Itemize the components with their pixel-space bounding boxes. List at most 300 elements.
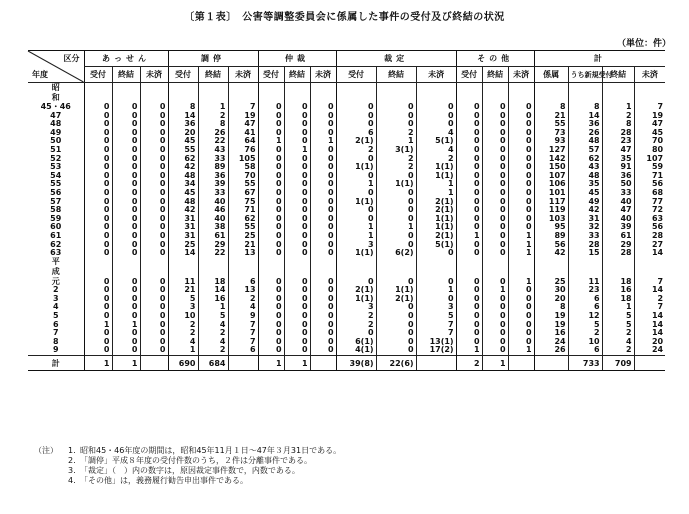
table-cell: 0 xyxy=(140,180,168,189)
table-cell: 0 xyxy=(258,321,284,330)
table-cell: 0 xyxy=(112,198,140,207)
table-cell: 0 xyxy=(112,172,140,181)
table-cell: 2 xyxy=(376,163,416,172)
subheader-uchi: うち新規受付 xyxy=(568,67,602,83)
subheader-keizoku: 係属 xyxy=(534,67,568,83)
table-cell: 0 xyxy=(456,329,482,338)
table-cell: 45 xyxy=(168,137,198,146)
table-cell: 0 xyxy=(140,232,168,241)
table-cell: 2 xyxy=(416,155,456,164)
table-cell: 0 xyxy=(482,232,508,241)
era-label-row xyxy=(28,83,665,94)
table-cell: 5(1) xyxy=(416,137,456,146)
table-cell: 2(1) xyxy=(416,232,456,241)
table-cell: 20 xyxy=(634,338,665,347)
table-cell: 3 xyxy=(416,303,456,312)
table-cell: 70 xyxy=(634,137,665,146)
table-cell: 0 xyxy=(140,215,168,224)
table-cell: 0 xyxy=(482,180,508,189)
table-cell: 0 xyxy=(112,295,140,304)
table-cell: 28 xyxy=(602,249,634,258)
table-cell: 0 xyxy=(456,338,482,347)
table-cell: 0 xyxy=(456,112,482,121)
table-cell: 4 xyxy=(198,338,228,347)
table-cell: 0 xyxy=(140,146,168,155)
table-cell: 1(1) xyxy=(416,223,456,232)
table-cell: 30 xyxy=(534,286,568,295)
total-row xyxy=(28,356,665,371)
year-cell: 63 xyxy=(50,248,62,258)
table-cell: 21 xyxy=(168,286,198,295)
table-cell: 0 xyxy=(376,120,416,129)
table-cell: 0 xyxy=(140,206,168,215)
table-cell: 8 xyxy=(534,103,568,112)
subheader-misai: 未済 xyxy=(508,67,534,83)
table-cell: 142 xyxy=(534,155,568,164)
table-cell: 0 xyxy=(336,172,376,181)
year-cell: 61 xyxy=(50,230,62,240)
table-cell: 57 xyxy=(568,146,602,155)
table-cell: 0 xyxy=(84,120,112,129)
table-cell: 2 xyxy=(198,329,228,338)
table-cell: 0 xyxy=(84,112,112,121)
table-cell: 2(1) xyxy=(336,286,376,295)
table-cell: 6 xyxy=(228,278,258,287)
subheader-uketsuke: 受付 xyxy=(456,67,482,83)
table-cell: 14 xyxy=(568,112,602,121)
table-cell: 62 xyxy=(568,155,602,164)
year-cell: 6 xyxy=(52,319,59,329)
table-cell: 7 xyxy=(416,321,456,330)
year-cell: 2 xyxy=(52,285,59,295)
table-cell: 63 xyxy=(634,215,665,224)
table-cell: 0 xyxy=(508,329,534,338)
table-cell: 21 xyxy=(534,112,568,121)
table-cell: 0 xyxy=(376,321,416,330)
table-cell: 8 xyxy=(602,120,634,129)
table-cell: 0 xyxy=(258,249,284,258)
year-cell: 45・46 xyxy=(40,102,71,111)
table-cell: 55 xyxy=(168,146,198,155)
table-cell: 0 xyxy=(84,155,112,164)
table-cell: 75 xyxy=(228,198,258,207)
table-cell: 14 xyxy=(198,286,228,295)
table-cell: 6 xyxy=(228,346,258,355)
table-cell: 0 xyxy=(84,206,112,215)
table-cell: 14 xyxy=(634,286,665,295)
table-cell: 7 xyxy=(228,103,258,112)
table-cell: 0 xyxy=(284,232,310,241)
table-cell: 47 xyxy=(634,120,665,129)
table-cell: 31 xyxy=(168,223,198,232)
table-cell: 4(1) xyxy=(336,346,376,355)
table-cell: 0 xyxy=(336,215,376,224)
table-cell: 0 xyxy=(258,189,284,198)
era-label: 昭 xyxy=(51,82,60,92)
table-cell: 0 xyxy=(258,329,284,338)
table-cell: 0 xyxy=(284,155,310,164)
table-cell: 0 xyxy=(482,206,508,215)
table-cell: 2 xyxy=(228,295,258,304)
table-cell: 0 xyxy=(84,295,112,304)
table-cell: 36 xyxy=(602,172,634,181)
table-cell: 0 xyxy=(508,295,534,304)
table-cell: 0 xyxy=(508,129,534,138)
table-cell: 0 xyxy=(112,155,140,164)
table-cell: 42 xyxy=(568,206,602,215)
table-cell: 0 xyxy=(482,146,508,155)
table-cell: 2 xyxy=(336,146,376,155)
total-cell xyxy=(310,356,336,371)
table-cell: 14 xyxy=(634,329,665,338)
table-cell: 0 xyxy=(284,241,310,250)
total-cell: 1 xyxy=(258,356,284,371)
table-cell: 4 xyxy=(602,338,634,347)
table-cell: 0 xyxy=(84,172,112,181)
table-cell: 29 xyxy=(198,241,228,250)
table-cell: 0 xyxy=(284,303,310,312)
table-cell: 0 xyxy=(84,189,112,198)
table-cell: 0 xyxy=(416,278,456,287)
table-cell: 31 xyxy=(168,215,198,224)
table-cell: 1(1) xyxy=(336,249,376,258)
table-cell: 73 xyxy=(534,129,568,138)
table-cell: 0 xyxy=(112,180,140,189)
table-cell: 16 xyxy=(534,329,568,338)
table-cell: 1 xyxy=(284,146,310,155)
table-cell: 23 xyxy=(602,137,634,146)
year-cell: 56 xyxy=(50,187,62,197)
table-cell: 13 xyxy=(228,286,258,295)
table-cell: 0 xyxy=(112,278,140,287)
table-cell: 119 xyxy=(534,206,568,215)
table-cell: 0 xyxy=(284,206,310,215)
table-cell: 0 xyxy=(416,249,456,258)
table-cell: 0 xyxy=(482,120,508,129)
table-cell: 0 xyxy=(84,215,112,224)
table-cell: 0 xyxy=(284,137,310,146)
table-cell: 0 xyxy=(84,303,112,312)
table-cell: 0 xyxy=(482,215,508,224)
year-cell: 51 xyxy=(50,144,62,154)
table-cell: 0 xyxy=(456,215,482,224)
year-cell: 4 xyxy=(52,302,59,312)
note-text: 昭和45・46年度の期間は，昭和45年11月１日～47年３月31日である。 xyxy=(80,446,342,455)
table-cell: 0 xyxy=(508,286,534,295)
total-cell: 709 xyxy=(602,356,634,371)
note-number: 2. xyxy=(68,456,76,465)
table-row xyxy=(28,223,665,232)
note-item xyxy=(34,476,341,486)
table-cell: 0 xyxy=(310,295,336,304)
table-cell: 0 xyxy=(508,163,534,172)
table-cell: 0 xyxy=(482,155,508,164)
table-cell: 0 xyxy=(140,241,168,250)
table-cell: 12 xyxy=(568,312,602,321)
note-text: 「調停」平成８年度の受付件数のうち，２件は分離事件である。 xyxy=(80,456,312,465)
table-cell: 0 xyxy=(112,129,140,138)
table-cell: 22 xyxy=(198,249,228,258)
table-cell: 1(1) xyxy=(416,172,456,181)
table-cell: 6 xyxy=(336,129,376,138)
table-cell: 0 xyxy=(310,112,336,121)
table-cell: 21 xyxy=(228,241,258,250)
table-cell: 1 xyxy=(508,232,534,241)
table-row xyxy=(28,278,665,287)
table-row xyxy=(28,215,665,224)
table-row xyxy=(28,172,665,181)
total-cell xyxy=(416,356,456,371)
table-cell: 0 xyxy=(376,103,416,112)
table-cell: 15 xyxy=(568,249,602,258)
table-cell: 0 xyxy=(258,312,284,321)
table-row xyxy=(28,163,665,172)
table-cell: 0 xyxy=(140,137,168,146)
table-cell: 0 xyxy=(112,312,140,321)
table-cell: 2 xyxy=(602,112,634,121)
total-cell: 733 xyxy=(568,356,602,371)
table-cell: 32 xyxy=(568,223,602,232)
table-cell: 35 xyxy=(602,155,634,164)
table-cell: 58 xyxy=(228,163,258,172)
corner-category-label: 区分 xyxy=(63,54,80,63)
table-cell: 36 xyxy=(168,120,198,129)
table-cell: 0 xyxy=(258,163,284,172)
table-cell: 0 xyxy=(482,346,508,355)
table-cell: 55 xyxy=(228,223,258,232)
table-cell: 0 xyxy=(258,172,284,181)
corner-year-label: 年度 xyxy=(32,70,48,79)
table-cell: 0 xyxy=(482,137,508,146)
table-cell: 6 xyxy=(568,303,602,312)
table-cell: 47 xyxy=(602,146,634,155)
table-cell: 48 xyxy=(568,172,602,181)
table-cell: 42 xyxy=(168,163,198,172)
total-cell: 2 xyxy=(456,356,482,371)
table-cell: 18 xyxy=(602,278,634,287)
table-cell: 47 xyxy=(602,206,634,215)
category-saitei: 裁定 xyxy=(336,51,456,67)
table-cell: 7 xyxy=(416,329,456,338)
year-cell: 62 xyxy=(50,239,62,249)
table-cell: 70 xyxy=(228,172,258,181)
table-row xyxy=(28,232,665,241)
total-cell xyxy=(634,356,665,371)
table-cell: 41 xyxy=(228,129,258,138)
table-cell: 0 xyxy=(140,189,168,198)
table-cell: 19 xyxy=(534,312,568,321)
table-cell: 56 xyxy=(534,241,568,250)
table-cell: 1 xyxy=(416,286,456,295)
table-cell: 0 xyxy=(376,303,416,312)
table-cell: 0 xyxy=(112,137,140,146)
table-cell: 28 xyxy=(634,232,665,241)
table-cell: 0 xyxy=(112,346,140,355)
total-cell: 1 xyxy=(112,356,140,371)
year-cell: 60 xyxy=(50,222,62,232)
table-cell: 6 xyxy=(568,295,602,304)
table-row xyxy=(28,189,665,198)
table-cell: 0 xyxy=(140,303,168,312)
table-cell: 0 xyxy=(482,172,508,181)
table-cell: 1 xyxy=(336,232,376,241)
total-cell xyxy=(534,356,568,371)
table-cell: 42 xyxy=(168,206,198,215)
table-cell: 26 xyxy=(198,129,228,138)
table-cell: 0 xyxy=(284,112,310,121)
table-cell: 0 xyxy=(140,112,168,121)
table-cell: 7 xyxy=(228,338,258,347)
table-cell: 0 xyxy=(482,198,508,207)
table-cell: 0 xyxy=(376,338,416,347)
table-cell: 42 xyxy=(534,249,568,258)
table-cell: 0 xyxy=(508,206,534,215)
table-cell: 0 xyxy=(456,172,482,181)
table-cell: 0 xyxy=(508,321,534,330)
table-cell: 89 xyxy=(198,163,228,172)
note-text: 「裁定」（ ）内の数字は，原因裁定事件数で，内数である。 xyxy=(80,466,300,475)
table-cell: 0 xyxy=(376,198,416,207)
subheader-misai: 未済 xyxy=(228,67,258,83)
table-cell: 0 xyxy=(140,329,168,338)
table-cell: 2 xyxy=(376,129,416,138)
subheader-shuketsu: 終結 xyxy=(198,67,228,83)
table-cell: 5 xyxy=(198,312,228,321)
table-cell: 3 xyxy=(168,303,198,312)
table-cell: 0 xyxy=(112,286,140,295)
subheader-misai: 未済 xyxy=(416,67,456,83)
table-cell: 49 xyxy=(568,198,602,207)
table-cell: 107 xyxy=(634,155,665,164)
table-cell: 0 xyxy=(284,312,310,321)
table-cell: 0 xyxy=(140,129,168,138)
table-cell: 0 xyxy=(336,120,376,129)
table-cell: 0 xyxy=(376,189,416,198)
table-cell: 0 xyxy=(416,103,456,112)
table-cell: 24 xyxy=(634,346,665,355)
table-cell: 16 xyxy=(198,295,228,304)
table-cell: 0 xyxy=(84,286,112,295)
table-cell: 28 xyxy=(568,241,602,250)
year-cell: 59 xyxy=(50,213,62,223)
table-row xyxy=(28,241,665,250)
table-cell: 7 xyxy=(634,278,665,287)
table-cell: 0 xyxy=(336,103,376,112)
table-cell: 0 xyxy=(112,206,140,215)
table-cell: 0 xyxy=(84,223,112,232)
table-cell: 25 xyxy=(228,232,258,241)
table-cell: 0 xyxy=(310,103,336,112)
table-cell: 13 xyxy=(228,249,258,258)
table-cell: 0 xyxy=(284,329,310,338)
table-cell: 0 xyxy=(284,180,310,189)
table-cell: 0 xyxy=(456,180,482,189)
table-cell: 1 xyxy=(456,346,482,355)
table-cell: 36 xyxy=(568,120,602,129)
year-cell: 57 xyxy=(50,196,62,206)
year-cell: 8 xyxy=(52,336,59,346)
table-cell: 2(1) xyxy=(376,295,416,304)
table-cell: 61 xyxy=(602,232,634,241)
table-row xyxy=(28,146,665,155)
year-cell: 55 xyxy=(50,179,62,189)
table-cell: 0 xyxy=(482,329,508,338)
table-cell: 0 xyxy=(482,241,508,250)
table-cell: 1 xyxy=(198,103,228,112)
table-cell: 34 xyxy=(168,180,198,189)
table-cell: 19 xyxy=(534,321,568,330)
table-cell: 56 xyxy=(634,180,665,189)
table-cell: 0 xyxy=(508,112,534,121)
table-cell: 0 xyxy=(284,278,310,287)
table-cell: 1 xyxy=(376,223,416,232)
table-cell: 0 xyxy=(482,321,508,330)
year-cell: 52 xyxy=(50,153,62,163)
table-cell: 47 xyxy=(228,120,258,129)
table-cell: 0 xyxy=(376,278,416,287)
table-cell: 0 xyxy=(258,223,284,232)
table-cell: 0 xyxy=(482,163,508,172)
table-cell: 0 xyxy=(112,338,140,347)
table-cell: 0 xyxy=(112,146,140,155)
total-cell: 22(6) xyxy=(376,356,416,371)
table-cell: 0 xyxy=(284,321,310,330)
table-cell: 0 xyxy=(112,232,140,241)
year-cell: 58 xyxy=(50,205,62,215)
table-cell: 0 xyxy=(310,321,336,330)
era-label: 平 xyxy=(51,257,60,267)
table-cell: 25 xyxy=(168,241,198,250)
table-cell: 0 xyxy=(140,249,168,258)
era-label-row xyxy=(28,268,665,278)
table-cell: 31 xyxy=(568,215,602,224)
table-cell: 1 xyxy=(508,249,534,258)
table-cell: 0 xyxy=(140,172,168,181)
table-cell: 0 xyxy=(310,241,336,250)
subheader-misai: 未済 xyxy=(634,67,665,83)
table-cell: 0 xyxy=(456,249,482,258)
table-cell: 0 xyxy=(258,241,284,250)
table-cell: 0 xyxy=(310,155,336,164)
note-text: 「その他」は，義務履行勧告申出事件である。 xyxy=(80,476,248,485)
table-cell: 0 xyxy=(112,163,140,172)
table-cell: 0 xyxy=(310,206,336,215)
table-cell: 48 xyxy=(168,198,198,207)
table-cell: 1(1) xyxy=(376,286,416,295)
table-cell: 0 xyxy=(508,172,534,181)
table-row xyxy=(28,103,665,112)
table-cell: 40 xyxy=(198,215,228,224)
table-cell: 0 xyxy=(456,303,482,312)
table-cell: 18 xyxy=(602,295,634,304)
table-cell: 14 xyxy=(634,321,665,330)
table-cell: 0 xyxy=(310,232,336,241)
subheader-misai: 未済 xyxy=(140,67,168,83)
table-cell: 0 xyxy=(336,112,376,121)
table-cell: 48 xyxy=(568,137,602,146)
table-cell: 0 xyxy=(140,223,168,232)
table-row xyxy=(28,329,665,338)
total-cell xyxy=(508,356,534,371)
table-cell: 0 xyxy=(310,286,336,295)
table-cell: 0 xyxy=(140,155,168,164)
table-row xyxy=(28,249,665,258)
table-cell: 64 xyxy=(228,137,258,146)
table-cell: 48 xyxy=(168,172,198,181)
table-cell: 20 xyxy=(168,129,198,138)
table-cell: 1 xyxy=(336,180,376,189)
table-cell: 0 xyxy=(310,303,336,312)
